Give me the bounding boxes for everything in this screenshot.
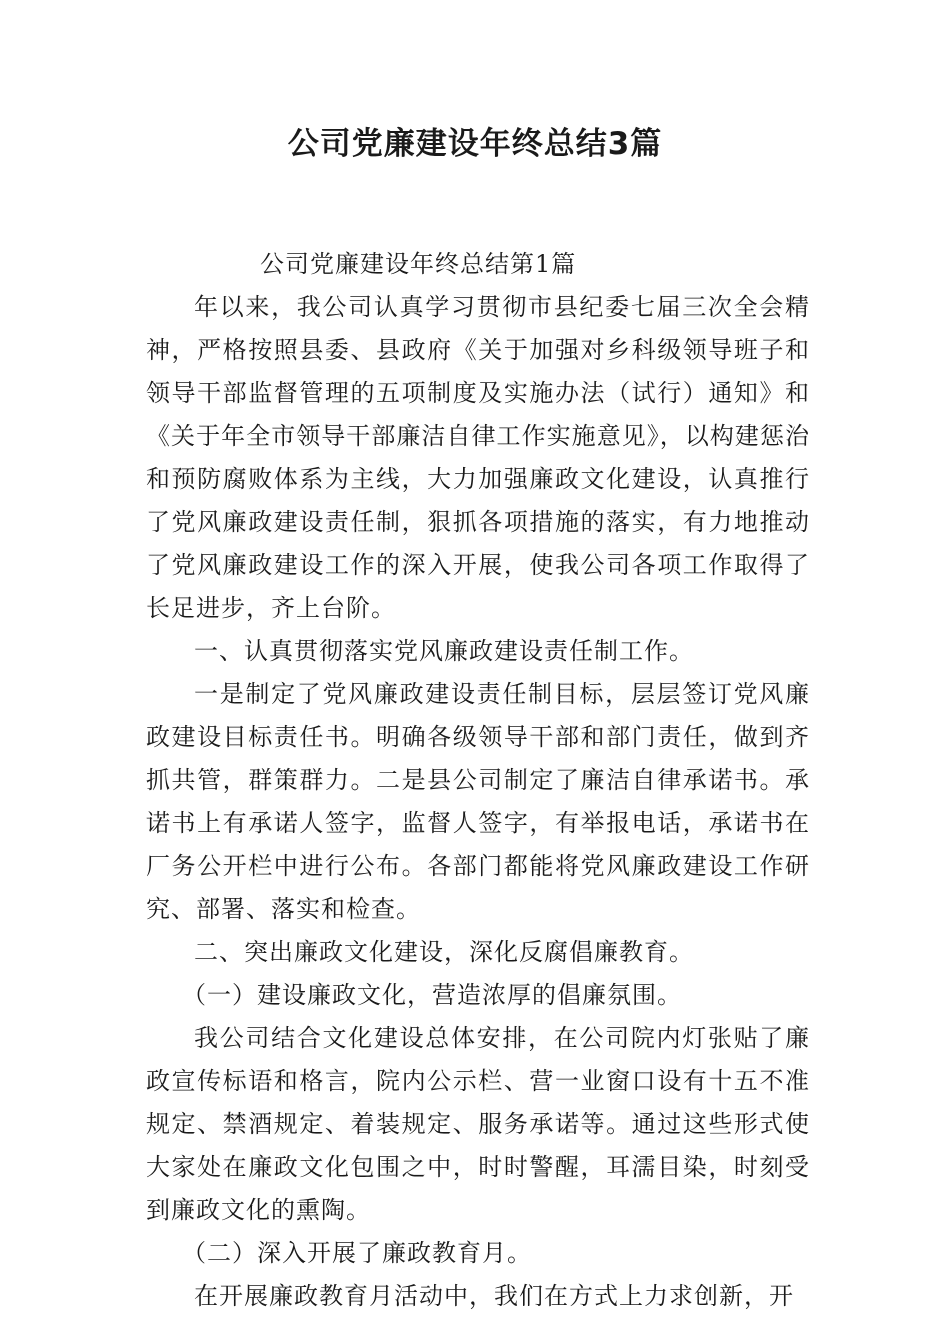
document-body xyxy=(146,243,810,1318)
section-subtitle: 公司党廉建设年终总结第1篇 xyxy=(260,250,577,278)
paragraph-2-2: 在开展廉政教育月活动中，我们在方式上力求创新，开 xyxy=(194,1282,794,1310)
paragraph-intro: 年以来，我公司认真学习贯彻市县纪委七届三次全会精神，严格按照县委、县政府《关于加强对乡科级领导班子和领导干部监督管理的五项制度及实施办法（试行）通知》和《关于年全市领导干部廉洁自律工作实施意见》，以构建惩治和预防腐败体系为主线，大力加强廉政文化建设，认真推行了党风廉政建设责任制，狠抓各项措施的落实，有力地推动了党风廉政建设工作的深入开展，使我公司各项工作取得了长足进步，齐上台阶。 xyxy=(146,293,810,622)
document-title: 公司党廉建设年终总结3篇 xyxy=(287,126,663,162)
heading-section-2: 二、突出廉政文化建设，深化反腐倡廉教育。 xyxy=(194,938,694,966)
subheading-2-2: （二）深入开展了廉政教育月。 xyxy=(182,1239,532,1267)
heading-section-1: 一、认真贯彻落实党风廉政建设责任制工作。 xyxy=(194,637,694,665)
subheading-2-1: （一）建设廉政文化，营造浓厚的倡廉氛围。 xyxy=(182,981,682,1009)
paragraph-section-1: 一是制定了党风廉政建设责任制目标，层层签订党风廉政建设目标责任书。明确各级领导干部和部门责任，做到齐抓共管，群策群力。二是县公司制定了廉洁自律承诺书。承诺书上有承诺人签字，监督人签字，有举报电话，承诺书在厂务公开栏中进行公布。各部门都能将党风廉政建设工作研究、部署、落实和检查。 xyxy=(146,680,810,923)
paragraph-2-1: 我公司结合文化建设总体安排，在公司院内灯张贴了廉政宣传标语和格言，院内公示栏、营一业窗口设有十五不准规定、禁酒规定、着装规定、服务承诺等。通过这些形式使大家处在廉政文化包围之中，时时警醒，耳濡目染，时刻受到廉政文化的熏陶。 xyxy=(146,1024,810,1224)
